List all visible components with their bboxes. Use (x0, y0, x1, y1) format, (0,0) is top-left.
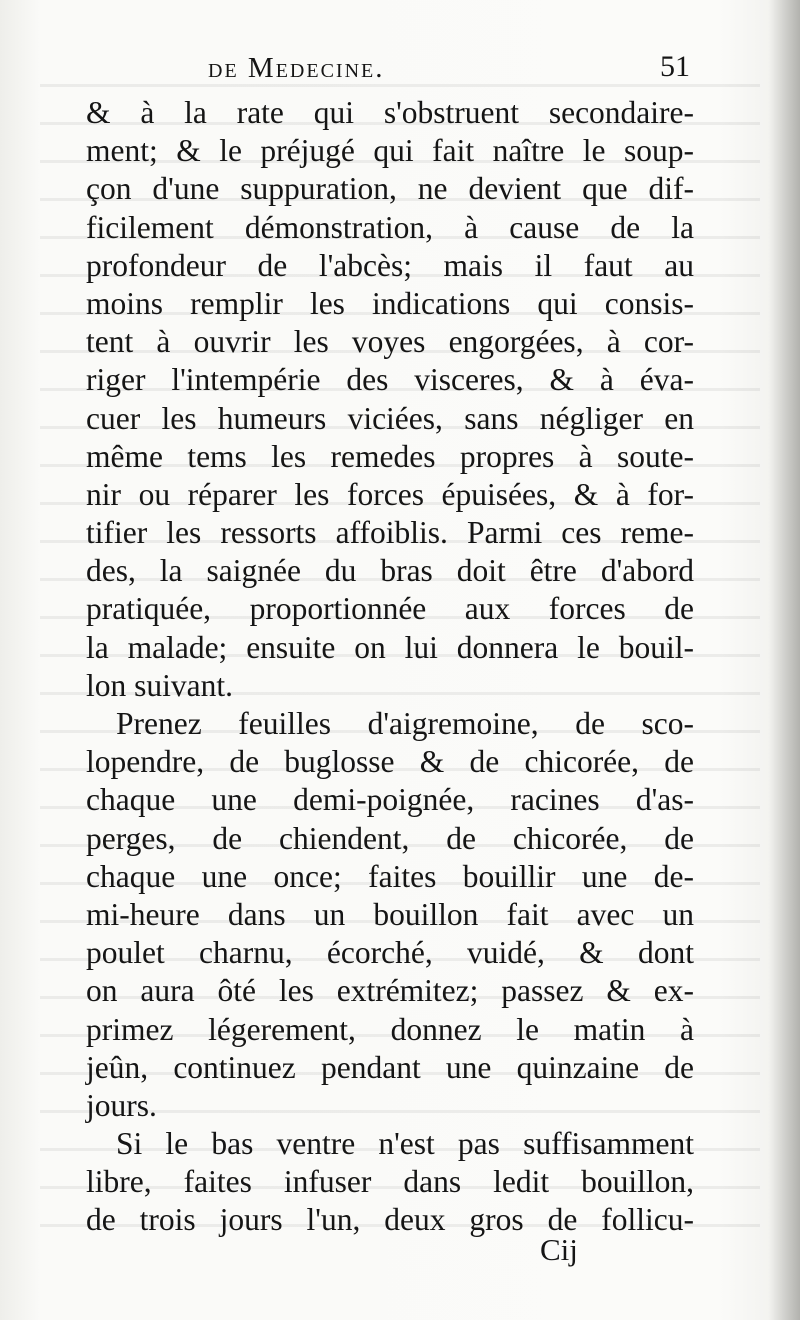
text-line: jours. (86, 1087, 157, 1123)
text-line: primez légerement, donnez le matin à (86, 1011, 694, 1047)
text-line: ment; & le préjugé qui fait naître le soup- (86, 133, 694, 169)
text-line: tent à ouvrir les voyes engorgées, à cor- (86, 324, 694, 360)
text-line: poulet charnu, écorché, vuidé, & dont (86, 935, 694, 971)
text-line: Prenez feuilles d'aigremoine, de sco- (116, 706, 694, 741)
text-line: chaque une once; faites bouillir une de- (86, 858, 694, 894)
text-line: chaque une demi-poignée, racines d'as- (86, 782, 694, 818)
text-line: de trois jours l'un, deux gros de follicu- (86, 1202, 694, 1238)
running-head-title: de Medecine. (208, 52, 385, 84)
text-line: mi-heure dans un bouillon fait avec un (86, 896, 694, 932)
text-line: on aura ôté les extrémitez; passez & ex- (86, 973, 694, 1009)
text-line: çon d'une suppuration, ne devient que dif- (86, 171, 694, 207)
text-line: Si le bas ventre n'est pas suffisamment (116, 1126, 694, 1162)
text-line: cuer les humeurs viciées, sans négliger en (86, 400, 694, 436)
text-line: jeûn, continuez pendant une quinzaine de (86, 1049, 694, 1085)
text-line: ficilement démonstration, à cause de la (86, 209, 694, 245)
text-line: même tems les remedes propres à soute- (86, 438, 694, 474)
text-line: & à la rate qui s'obstruent secondaire- (86, 95, 694, 130)
page-number: 51 (660, 50, 690, 83)
running-head (90, 48, 690, 92)
text-line: libre, faites infuser dans ledit bouillon, (86, 1164, 694, 1200)
page-gutter-shadow (768, 0, 800, 1320)
text-line: des, la saignée du bras doit être d'abord (86, 553, 694, 589)
text-line: la malade; ensuite on lui donnera le bouil- (86, 629, 694, 665)
text-line: profondeur de l'abcès; mais il faut au (86, 247, 694, 283)
text-line: pratiquée, proportionnée aux forces de (86, 591, 694, 627)
text-line: tifier les ressorts affoiblis. Parmi ces reme- (86, 515, 694, 551)
text-line: lopendre, de buglosse & de chicorée, de (86, 744, 694, 780)
text-line: nir ou réparer les forces épuisées, & à for- (86, 476, 694, 512)
text-line: lon suivant. (86, 667, 233, 703)
text-line: moins remplir les indications qui consis- (86, 285, 694, 321)
text-line: riger l'intempérie des visceres, & à éva- (86, 362, 694, 398)
body-text (86, 94, 694, 1240)
text-line: perges, de chiendent, de chicorée, de (86, 820, 694, 856)
signature-mark: Cij (540, 1232, 578, 1267)
